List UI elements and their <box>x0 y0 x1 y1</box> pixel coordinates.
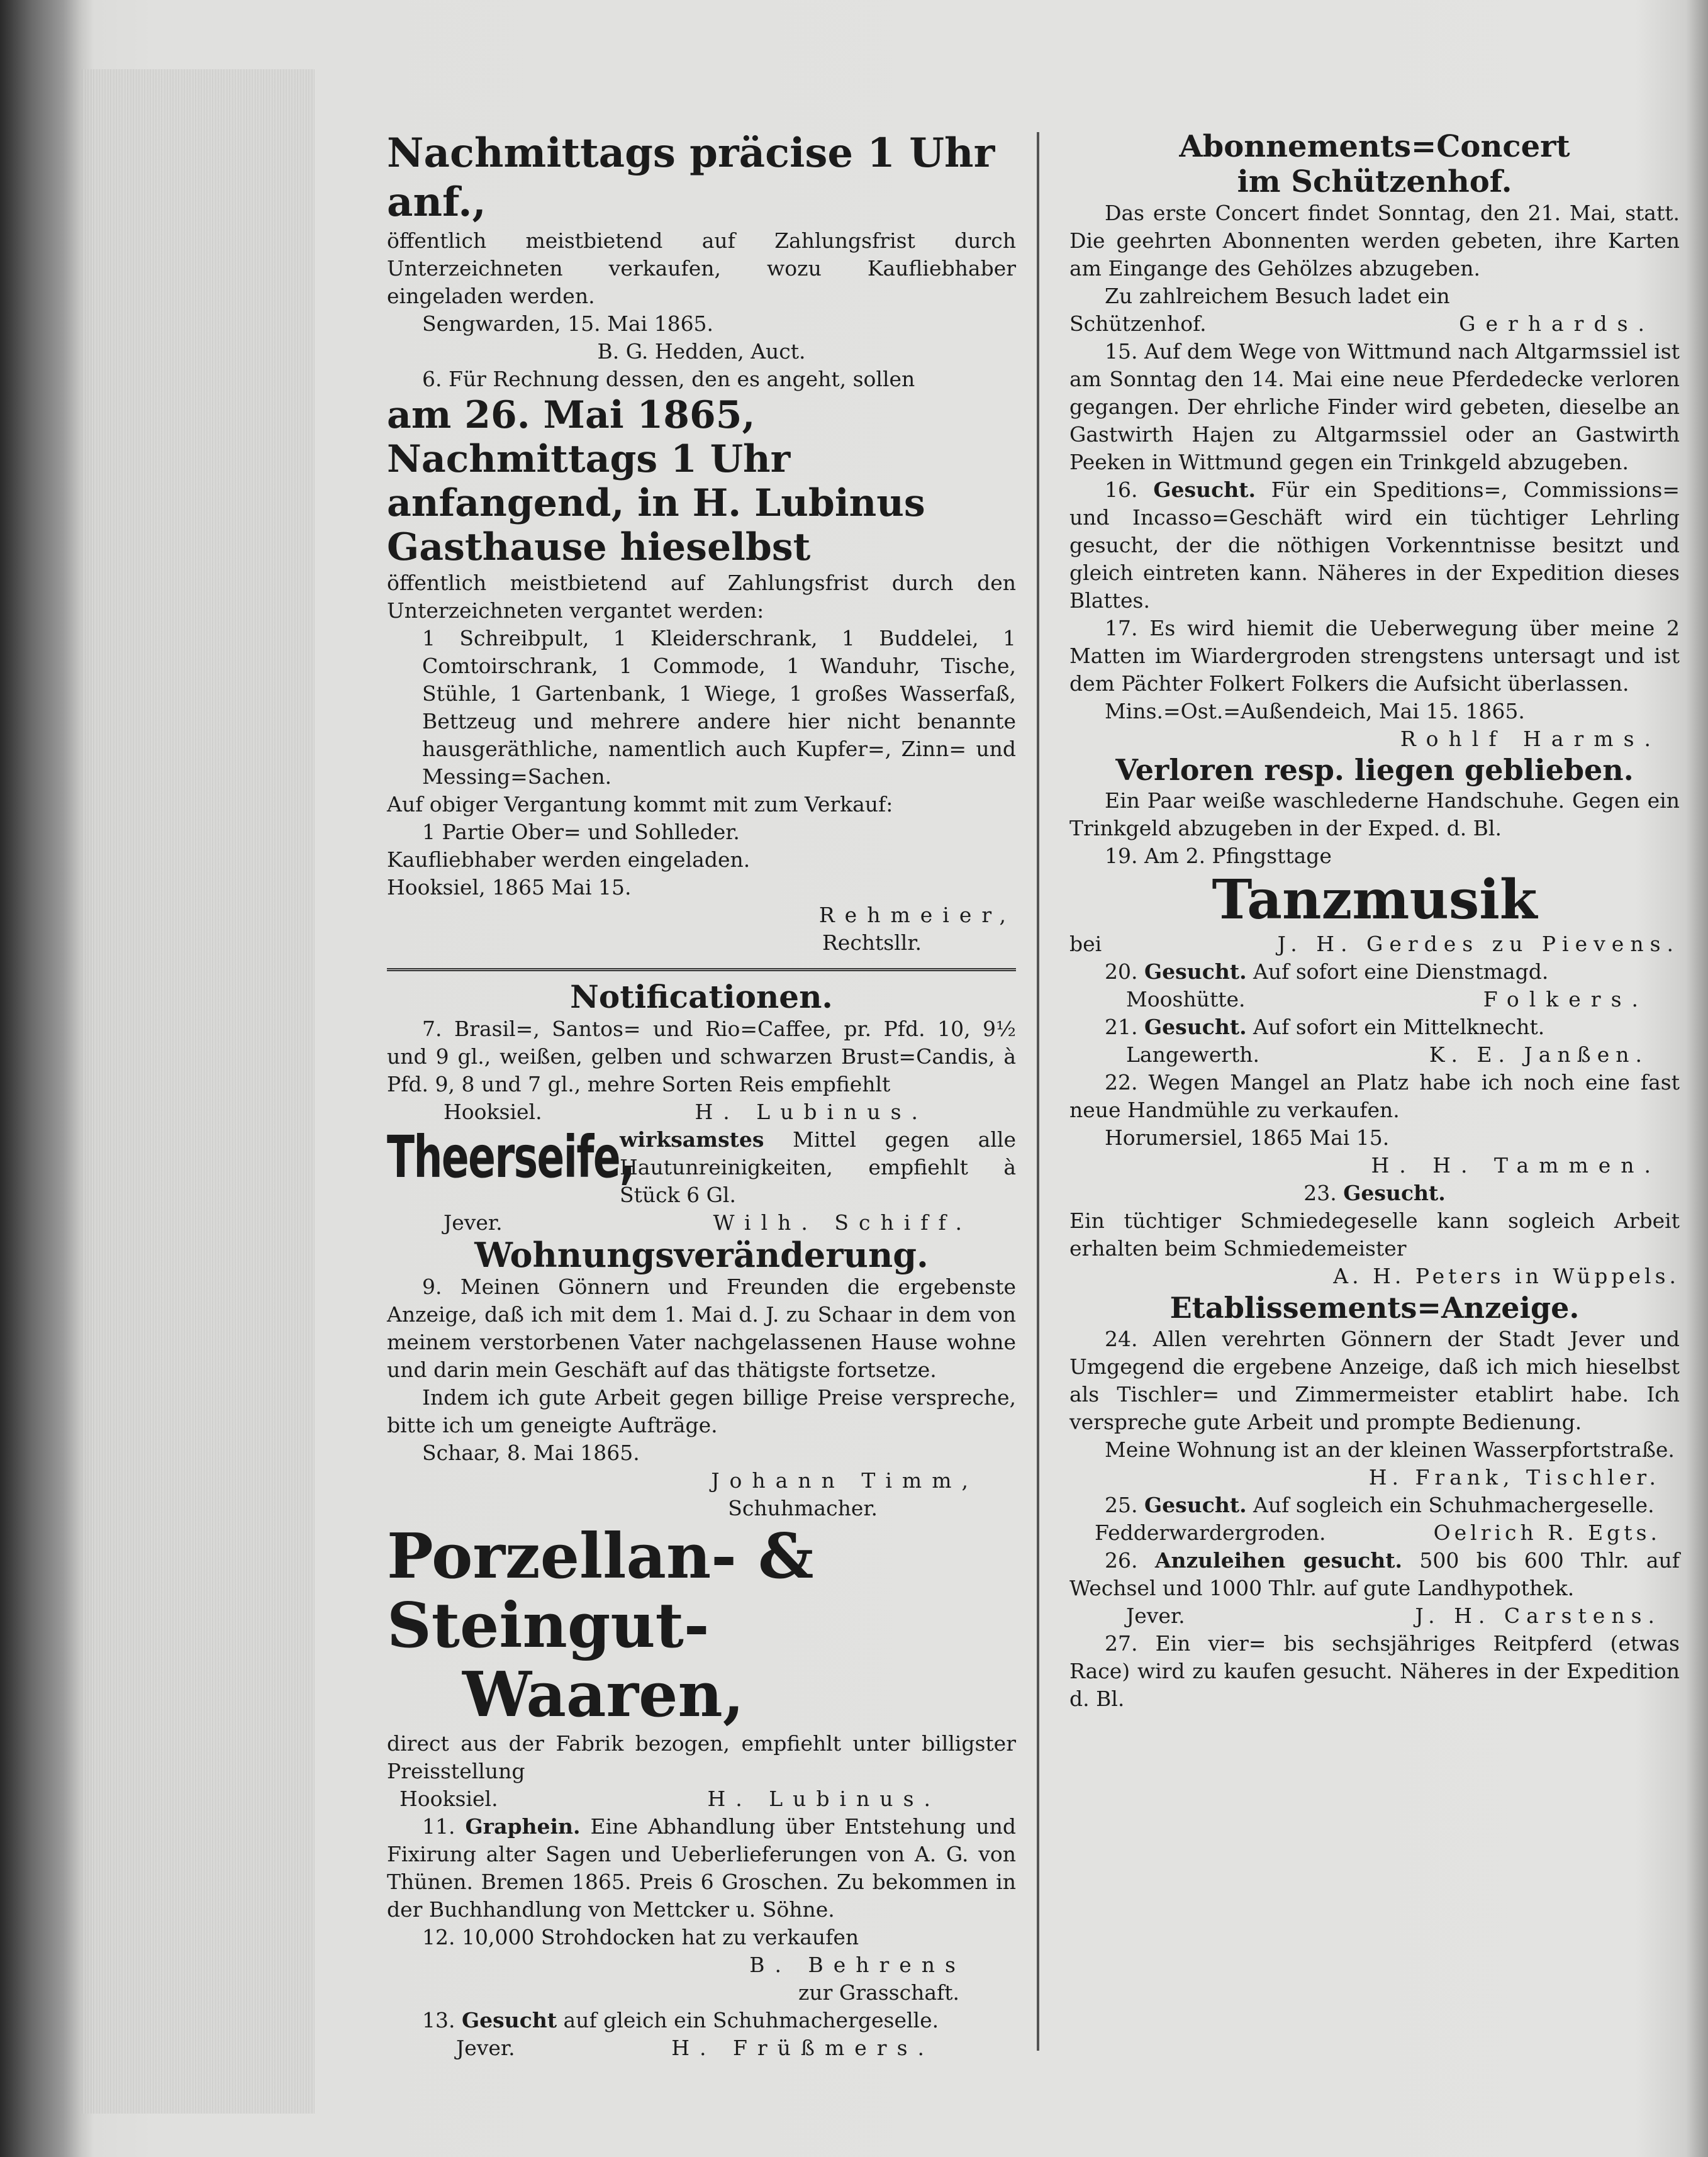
item17-text: 17. Es wird hiemit die Ueberwegung über meine 2 Matten im Wiardergroden strengstens untersagt und ist dem Pächter Folkert Folkers die Aufsicht überlassen. <box>1069 616 1680 696</box>
dance-host: J. H. Gerdes zu Pievens. <box>1277 932 1680 956</box>
item13-text: auf gleich ein Schuhmachergeselle. <box>557 2008 939 2032</box>
item6-intro: 6. Für Rechnung dessen, den es angeht, sollen <box>422 367 915 391</box>
item7-name: H. Lubinus. <box>695 1100 928 1124</box>
item7-place: Hooksiel. <box>444 1100 542 1124</box>
item25-place: Fedderwardergroden. <box>1095 1520 1326 1545</box>
concert-name: Gerhards. <box>1459 311 1655 336</box>
lost-heading: Verloren resp. liegen geblieben. <box>1115 753 1634 787</box>
item23-name: A. H. Peters in Wüppels. <box>1333 1264 1680 1288</box>
item26-text: 500 bis 600 Thlr. auf Wechsel und 1000 Thlr. auf gute Landhypothek. <box>1069 1548 1680 1600</box>
item7-text: 7. Brasil=, Santos= und Rio=Caffee, pr. Pfd. 10, 9½ und 9 gl., weißen, gelben und schwarzen Brust=Candis, à Pfd. 9, 8 und 7 gl., mehre Sorten Reis empfiehlt <box>387 1017 1016 1096</box>
section-rule <box>387 968 1016 971</box>
item25-name: Oelrich R. Egts. <box>1433 1520 1661 1545</box>
item6-headline: am 26. Mai 1865, Nachmittags 1 Uhr anfangend, in H. Lubinus Gasthause hieselbst <box>387 393 925 569</box>
item6-invite: Kaufliebhaber werden eingeladen. <box>387 847 751 872</box>
item22-name: H. H. Tammen. <box>1371 1153 1661 1178</box>
theerseife-text: Mittel gegen alle Hautunreinigkeiten, empfiehlt à Stück 6 Gl. <box>620 1127 1016 1207</box>
theerseife-ad <box>387 1123 1016 1209</box>
item17-name: Rohlf Harms. <box>1400 727 1661 751</box>
item6-list: 1 Schreibpult, 1 Kleiderschrank, 1 Buddelei, 1 Comtoirschrank, 1 Commode, 1 Wanduhr, Tische, Stühle, 1 Gartenbank, 1 Wiege, 1 großes Wasserfaß, Bettzeug und mehrere andere hier nicht benannte hausgeräthliche, namentlich auch Kupfer=, Zinn= und Messing=Sachen. <box>422 626 1016 789</box>
right-column <box>1069 129 1680 1713</box>
porcelain-text: direct aus der Fabrik bezogen, empfiehlt unter billigster Preisstellung <box>387 1731 1016 1783</box>
porcelain-heading-1: Porzellan- & Steingut- <box>387 1520 814 1662</box>
item12-place: zur Grasschaft. <box>798 1980 959 2005</box>
item26-num: 26. <box>1105 1548 1138 1573</box>
auction-time-headline: Nachmittags präcise 1 Uhr anf., <box>387 130 995 226</box>
concert-heading-1: Abonnements=Concert <box>1179 129 1570 164</box>
item26-bold: Anzuleihen gesucht. <box>1154 1548 1403 1573</box>
moving-heading: Wohnungsveränderung. <box>474 1235 929 1275</box>
concert-text: Das erste Concert findet Sonntag, den 21. Mai, statt. Die geehrten Abonnenten werden gebeten, ihre Karten am Eingange des Gehölzes abzugeben. <box>1069 201 1680 281</box>
item13-name: H. Früßmers. <box>671 2036 934 2060</box>
item6-text: öffentlich meistbietend auf Zahlungsfrist durch den Unterzeichneten vergantet werden: <box>387 571 1016 623</box>
establishment-address: Meine Wohnung ist an der kleinen Wasserpfortstraße. <box>1105 1437 1675 1462</box>
item12-name: B. Behrens <box>749 1953 966 1977</box>
theerseife-word: Theerseife, <box>387 1123 635 1191</box>
page-stack-edges <box>82 69 315 2114</box>
item21-text: Auf sofort ein Mittelknecht. <box>1246 1015 1545 1039</box>
dance-music-heading: Tanzmusik <box>1212 868 1538 932</box>
item23-bold: Gesucht. <box>1343 1181 1446 1205</box>
left-column <box>387 129 1016 2062</box>
item26-name: J. H. Carstens. <box>1415 1603 1661 1628</box>
item25-num: 25. <box>1105 1493 1138 1517</box>
item16-num: 16. <box>1105 477 1138 502</box>
item23-text: Ein tüchtiger Schmiedegeselle kann sogleich Arbeit erhalten beim Schmiedemeister <box>1069 1208 1680 1261</box>
item16-text: Für ein Speditions=, Commissions= und Incasso=Geschäft wird ein tüchtiger Lehrling gesucht, der die nöthigen Vorkenntnisse besitzt und gleich eintreten kann. Näheres in der Expedition dieses Blattes. <box>1069 477 1680 613</box>
item21-place: Langewerth. <box>1126 1042 1260 1067</box>
item13-num: 13. <box>422 2008 455 2032</box>
concert-invite: Zu zahlreichem Besuch ladet ein <box>1105 284 1450 308</box>
item13-bold: Gesucht <box>461 2008 557 2032</box>
item15-text: 15. Auf dem Wege von Wittmund nach Altgarmssiel ist am Sonntag den 14. Mai eine neue Pferdedecke verloren gegangen. Der ehrliche Finder wird gebeten, dieselbe an Gastwirth Hajen zu Altgarmssiel oder an Gastwirth Peeken in Wittmund gegen ein Trinkgeld abzugeben. <box>1069 339 1680 474</box>
item6-also: Auf obiger Vergantung kommt mit zum Verkauf: <box>387 792 893 817</box>
theerseife-name: Wilh. Schiff. <box>713 1210 972 1235</box>
item6-signature: Rehmeier, <box>818 903 1016 927</box>
column-divider <box>1037 132 1039 2051</box>
item13-place: Jever. <box>456 2036 515 2060</box>
item20-text: Auf sofort eine Dienstmagd. <box>1246 959 1549 984</box>
item22-place: Horumersiel, 1865 Mai 15. <box>1105 1125 1390 1150</box>
item6-leather: 1 Partie Ober= und Sohlleder. <box>422 820 740 844</box>
item19-text: 19. Am 2. Pfingsttage <box>1105 844 1332 868</box>
item25-text: Auf sogleich ein Schuhmachergeselle. <box>1246 1493 1655 1517</box>
item6-date: Hooksiel, 1865 Mai 15. <box>387 875 632 900</box>
moving-text: 9. Meinen Gönnern und Freunden die ergebenste Anzeige, daß ich mit dem 1. Mai d. J. zu Schaar in dem von meinem verstorbenen Vater nachgelassenen Hause wohne und darin mein Geschäft auf das thätigste fortsetze. <box>387 1274 1016 1382</box>
concert-place: Schützenhof. <box>1069 311 1207 336</box>
item23-num: 23. <box>1303 1181 1337 1205</box>
moving-title: Schuhmacher. <box>728 1496 878 1520</box>
item6-title: Rechtsllr. <box>822 930 922 955</box>
auctioneer-signature: B. G. Hedden, Auct. <box>597 339 806 364</box>
theerseife-bold: wirksamstes <box>620 1127 764 1152</box>
porcelain-heading-2: Waaren, <box>462 1659 744 1731</box>
establishment-signature: H. Frank, Tischler. <box>1368 1465 1661 1490</box>
item20-name: Folkers. <box>1483 987 1648 1012</box>
graphein-num: 11. <box>422 1814 455 1839</box>
item21-num: 21. <box>1105 1015 1138 1039</box>
item25-bold: Gesucht. <box>1144 1493 1247 1517</box>
porcelain-place: Hooksiel. <box>399 1786 498 1811</box>
graphein-bold: Graphein. <box>465 1814 581 1839</box>
establishment-text: 24. Allen verehrten Gönnern der Stadt Jever und Umgegend die ergebene Anzeige, daß ich mich hieselbst als Tischler= und Zimmermeister etablirt habe. Ich verspreche gute Arbeit und prompte Bedienung. <box>1069 1327 1680 1434</box>
item22-text: 22. Wegen Mangel an Platz habe ich noch eine fast neue Handmühle zu verkaufen. <box>1069 1070 1680 1122</box>
item17-place: Mins.=Ost.=Außendeich, Mai 15. 1865. <box>1105 699 1525 723</box>
auction-text: öffentlich meistbietend auf Zahlungsfrist durch Unterzeichneten verkaufen, wozu Kaufliebhaber eingeladen werden. <box>387 228 1016 308</box>
graphein-text: Eine Abhandlung über Entstehung und Fixirung alter Sagen und Ueberlieferungen von A. G. von Thünen. Bremen 1865. Preis 6 Groschen. Zu bekommen in der Buchhandlung von Mettcker u. Söhne. <box>387 1814 1016 1922</box>
item27-text: 27. Ein vier= bis sechsjähriges Reitpferd (etwas Race) wird zu kaufen gesucht. Näheres in der Expedition d. Bl. <box>1069 1631 1680 1711</box>
moving-signature: Johann Timm, <box>711 1468 978 1493</box>
item12-text: 12. 10,000 Strohdocken hat zu verkaufen <box>422 1925 859 1949</box>
dance-bei: bei <box>1069 932 1102 956</box>
item20-num: 20. <box>1105 959 1138 984</box>
item16-bold: Gesucht. <box>1153 477 1256 502</box>
establishment-heading: Etablissements=Anzeige. <box>1169 1291 1580 1325</box>
moving-text-2: Indem ich gute Arbeit gegen billige Preise verspreche, bitte ich um geneigte Aufträge. <box>387 1385 1016 1437</box>
theerseife-place: Jever. <box>444 1210 503 1235</box>
moving-date: Schaar, 8. Mai 1865. <box>422 1441 640 1465</box>
item20-bold: Gesucht. <box>1144 959 1247 984</box>
auction-date: Sengwarden, 15. Mai 1865. <box>422 311 714 336</box>
item21-bold: Gesucht. <box>1144 1015 1247 1039</box>
porcelain-name: H. Lubinus. <box>707 1786 941 1811</box>
item20-place: Mooshütte. <box>1126 987 1246 1012</box>
item26-place: Jever. <box>1126 1603 1185 1628</box>
notifications-heading: Notificationen. <box>570 978 833 1015</box>
lost-text: Ein Paar weiße waschlederne Handschuhe. Gegen ein Trinkgeld abzugeben in der Exped. d. Bl. <box>1069 788 1680 840</box>
concert-heading-2: im Schützenhof. <box>1237 164 1512 199</box>
item21-name: K. E. Janßen. <box>1429 1042 1648 1067</box>
